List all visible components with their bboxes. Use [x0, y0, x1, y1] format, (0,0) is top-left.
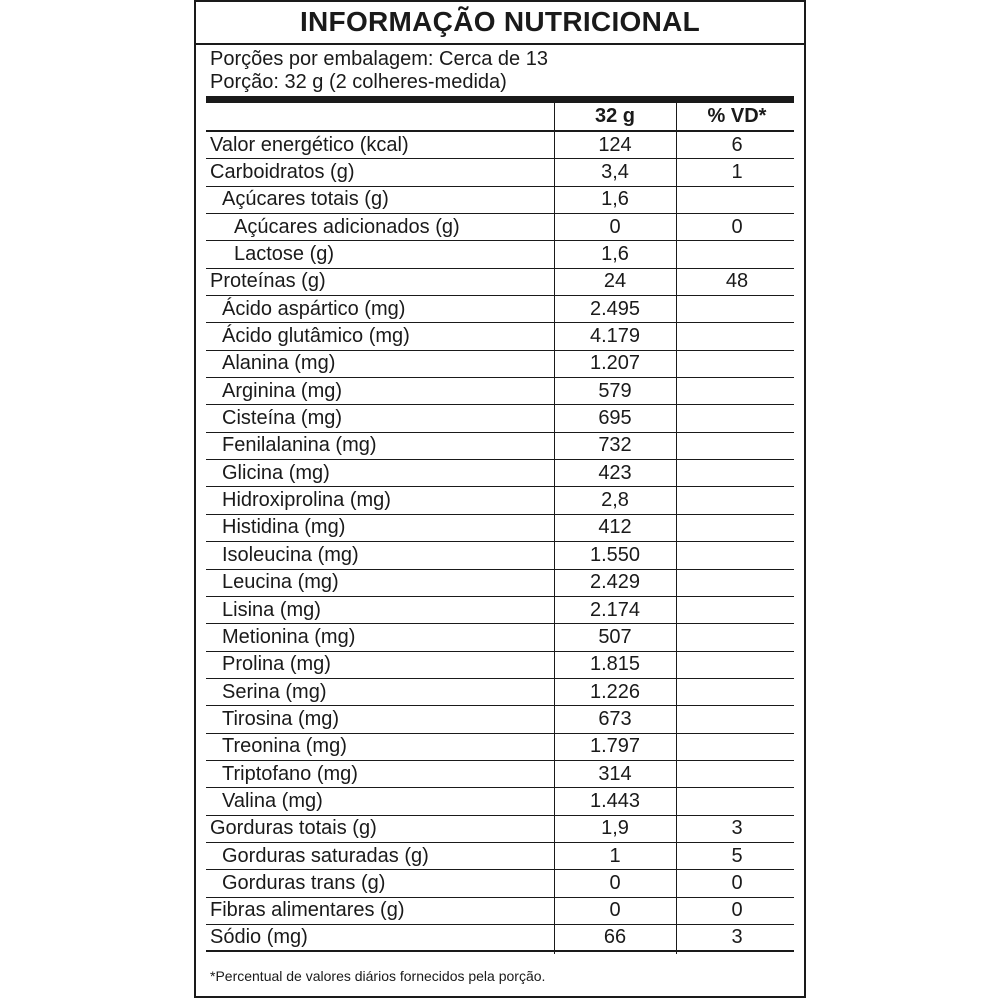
nutrient-amount: 423: [598, 461, 632, 484]
nutrient-amount: 2.174: [589, 598, 641, 621]
nutrient-amount: 1: [609, 844, 621, 867]
table-row: [206, 159, 794, 186]
nutrient-amount: 1,9: [601, 817, 629, 840]
nutrient-name: Gorduras saturadas (g): [222, 844, 429, 867]
table-row: [206, 132, 794, 159]
table-row: [206, 187, 794, 214]
table-row: [206, 269, 794, 296]
nutrient-amount: 732: [598, 434, 632, 457]
nutrient-amount: 4.179: [589, 325, 641, 348]
nutrient-name: Cisteína (mg): [222, 407, 343, 430]
nutrient-amount: 0: [609, 215, 621, 238]
nutrition-table: [206, 103, 794, 952]
nutrient-amount: 2.495: [589, 297, 641, 320]
thick-divider: [206, 96, 794, 103]
table-row: [206, 570, 794, 597]
nutrient-name: Ácido glutâmico (mg): [222, 325, 410, 348]
nutrient-amount: 1,6: [601, 188, 629, 211]
nutrient-amount: 124: [598, 133, 632, 156]
nutrient-dv: 1: [731, 161, 743, 184]
nutrient-name: Alanina (mg): [222, 352, 336, 375]
table-row: [206, 597, 794, 624]
table-row: [206, 351, 794, 378]
nutrient-amount: 66: [603, 926, 627, 949]
table-row: [206, 925, 794, 952]
serving-size: Porção: 32 g (2 colheres-medida): [210, 71, 507, 93]
nutrient-name: Fenilalanina (mg): [222, 434, 377, 457]
nutrient-amount: 1.443: [589, 789, 641, 812]
nutrient-name: Leucina (mg): [222, 571, 339, 594]
nutrient-name: Triptofano (mg): [222, 762, 358, 785]
nutrient-name: Hidroxiprolina (mg): [222, 489, 391, 512]
nutrient-name: Isoleucina (mg): [222, 543, 359, 566]
title-divider: [196, 43, 804, 45]
nutrient-dv: 0: [731, 215, 743, 238]
table-row: [206, 487, 794, 514]
nutrient-amount: 1.226: [589, 680, 641, 703]
nutrient-amount: 1,6: [601, 243, 629, 266]
nutrient-name: Gorduras totais (g): [210, 817, 377, 840]
panel-title: INFORMAÇÃO NUTRICIONAL: [299, 6, 701, 37]
nutrient-amount: 314: [598, 762, 632, 785]
nutrient-amount: 3,4: [601, 161, 629, 184]
servings-per-package: Porções por embalagem: Cerca de 13: [210, 48, 548, 70]
header-amount: 32 g: [594, 105, 636, 127]
nutrition-facts-panel: [194, 0, 806, 998]
table-row: [206, 843, 794, 870]
nutrient-name: Ácido aspártico (mg): [222, 297, 406, 320]
nutrient-amount: 673: [598, 707, 632, 730]
nutrient-name: Fibras alimentares (g): [210, 899, 405, 922]
table-row: [206, 378, 794, 405]
table-row: [206, 652, 794, 679]
nutrient-name: Arginina (mg): [222, 379, 343, 402]
table-row: [206, 816, 794, 843]
nutrient-dv: 3: [731, 926, 743, 949]
nutrient-amount: 1.797: [589, 735, 641, 758]
nutrient-amount: 1.815: [589, 653, 641, 676]
nutrient-name: Treonina (mg): [222, 735, 347, 758]
nutrient-amount: 2.429: [589, 571, 641, 594]
nutrient-name: Açúcares totais (g): [222, 188, 389, 211]
nutrient-amount: 579: [598, 379, 632, 402]
nutrient-amount: 1.207: [589, 352, 641, 375]
nutrient-dv: 0: [731, 899, 743, 922]
nutrient-amount: 507: [598, 625, 632, 648]
nutrient-name: Valor energético (kcal): [210, 133, 409, 156]
table-row: [206, 460, 794, 487]
nutrient-dv: 5: [731, 844, 743, 867]
table-row: [206, 433, 794, 460]
nutrient-amount: 1.550: [589, 543, 641, 566]
nutrient-amount: 412: [598, 516, 632, 539]
table-row: [206, 296, 794, 323]
table-row: [206, 405, 794, 432]
nutrient-name: Lisina (mg): [222, 598, 321, 621]
nutrient-name: Açúcares adicionados (g): [234, 215, 460, 238]
table-row: [206, 624, 794, 651]
nutrient-name: Sódio (mg): [210, 926, 308, 949]
nutrient-name: Tirosina (mg): [222, 707, 340, 730]
table-row: [206, 515, 794, 542]
nutrient-name: Serina (mg): [222, 680, 327, 703]
table-row: [206, 788, 794, 815]
nutrient-dv: 6: [731, 133, 743, 156]
table-header-row: [206, 103, 794, 132]
nutrient-name: Metionina (mg): [222, 625, 356, 648]
nutrient-name: Prolina (mg): [222, 653, 331, 676]
nutrient-name: Lactose (g): [234, 243, 335, 266]
nutrient-amount: 695: [598, 407, 632, 430]
table-row: [206, 734, 794, 761]
table-row: [206, 241, 794, 268]
table-row: [206, 323, 794, 350]
table-row: [206, 706, 794, 733]
nutrient-name: Gorduras trans (g): [222, 871, 386, 894]
nutrient-dv: 0: [731, 871, 743, 894]
nutrient-amount: 0: [609, 871, 621, 894]
nutrient-name: Valina (mg): [222, 789, 323, 812]
table-row: [206, 870, 794, 897]
nutrient-amount: 24: [603, 270, 627, 293]
nutrient-name: Carboidratos (g): [210, 161, 355, 184]
nutrient-amount: 2,8: [601, 489, 629, 512]
nutrient-name: Glicina (mg): [222, 461, 330, 484]
nutrient-dv: 48: [725, 270, 749, 293]
table-row: [206, 679, 794, 706]
nutrient-name: Proteínas (g): [210, 270, 326, 293]
nutrient-dv: 3: [731, 817, 743, 840]
table-row: [206, 214, 794, 241]
table-row: [206, 761, 794, 788]
nutrient-amount: 0: [609, 899, 621, 922]
table-row: [206, 542, 794, 569]
nutrient-name: Histidina (mg): [222, 516, 346, 539]
footnote: *Percentual de valores diários fornecidos pela porção.: [210, 968, 546, 984]
table-row: [206, 898, 794, 925]
header-dv: % VD*: [707, 105, 767, 127]
